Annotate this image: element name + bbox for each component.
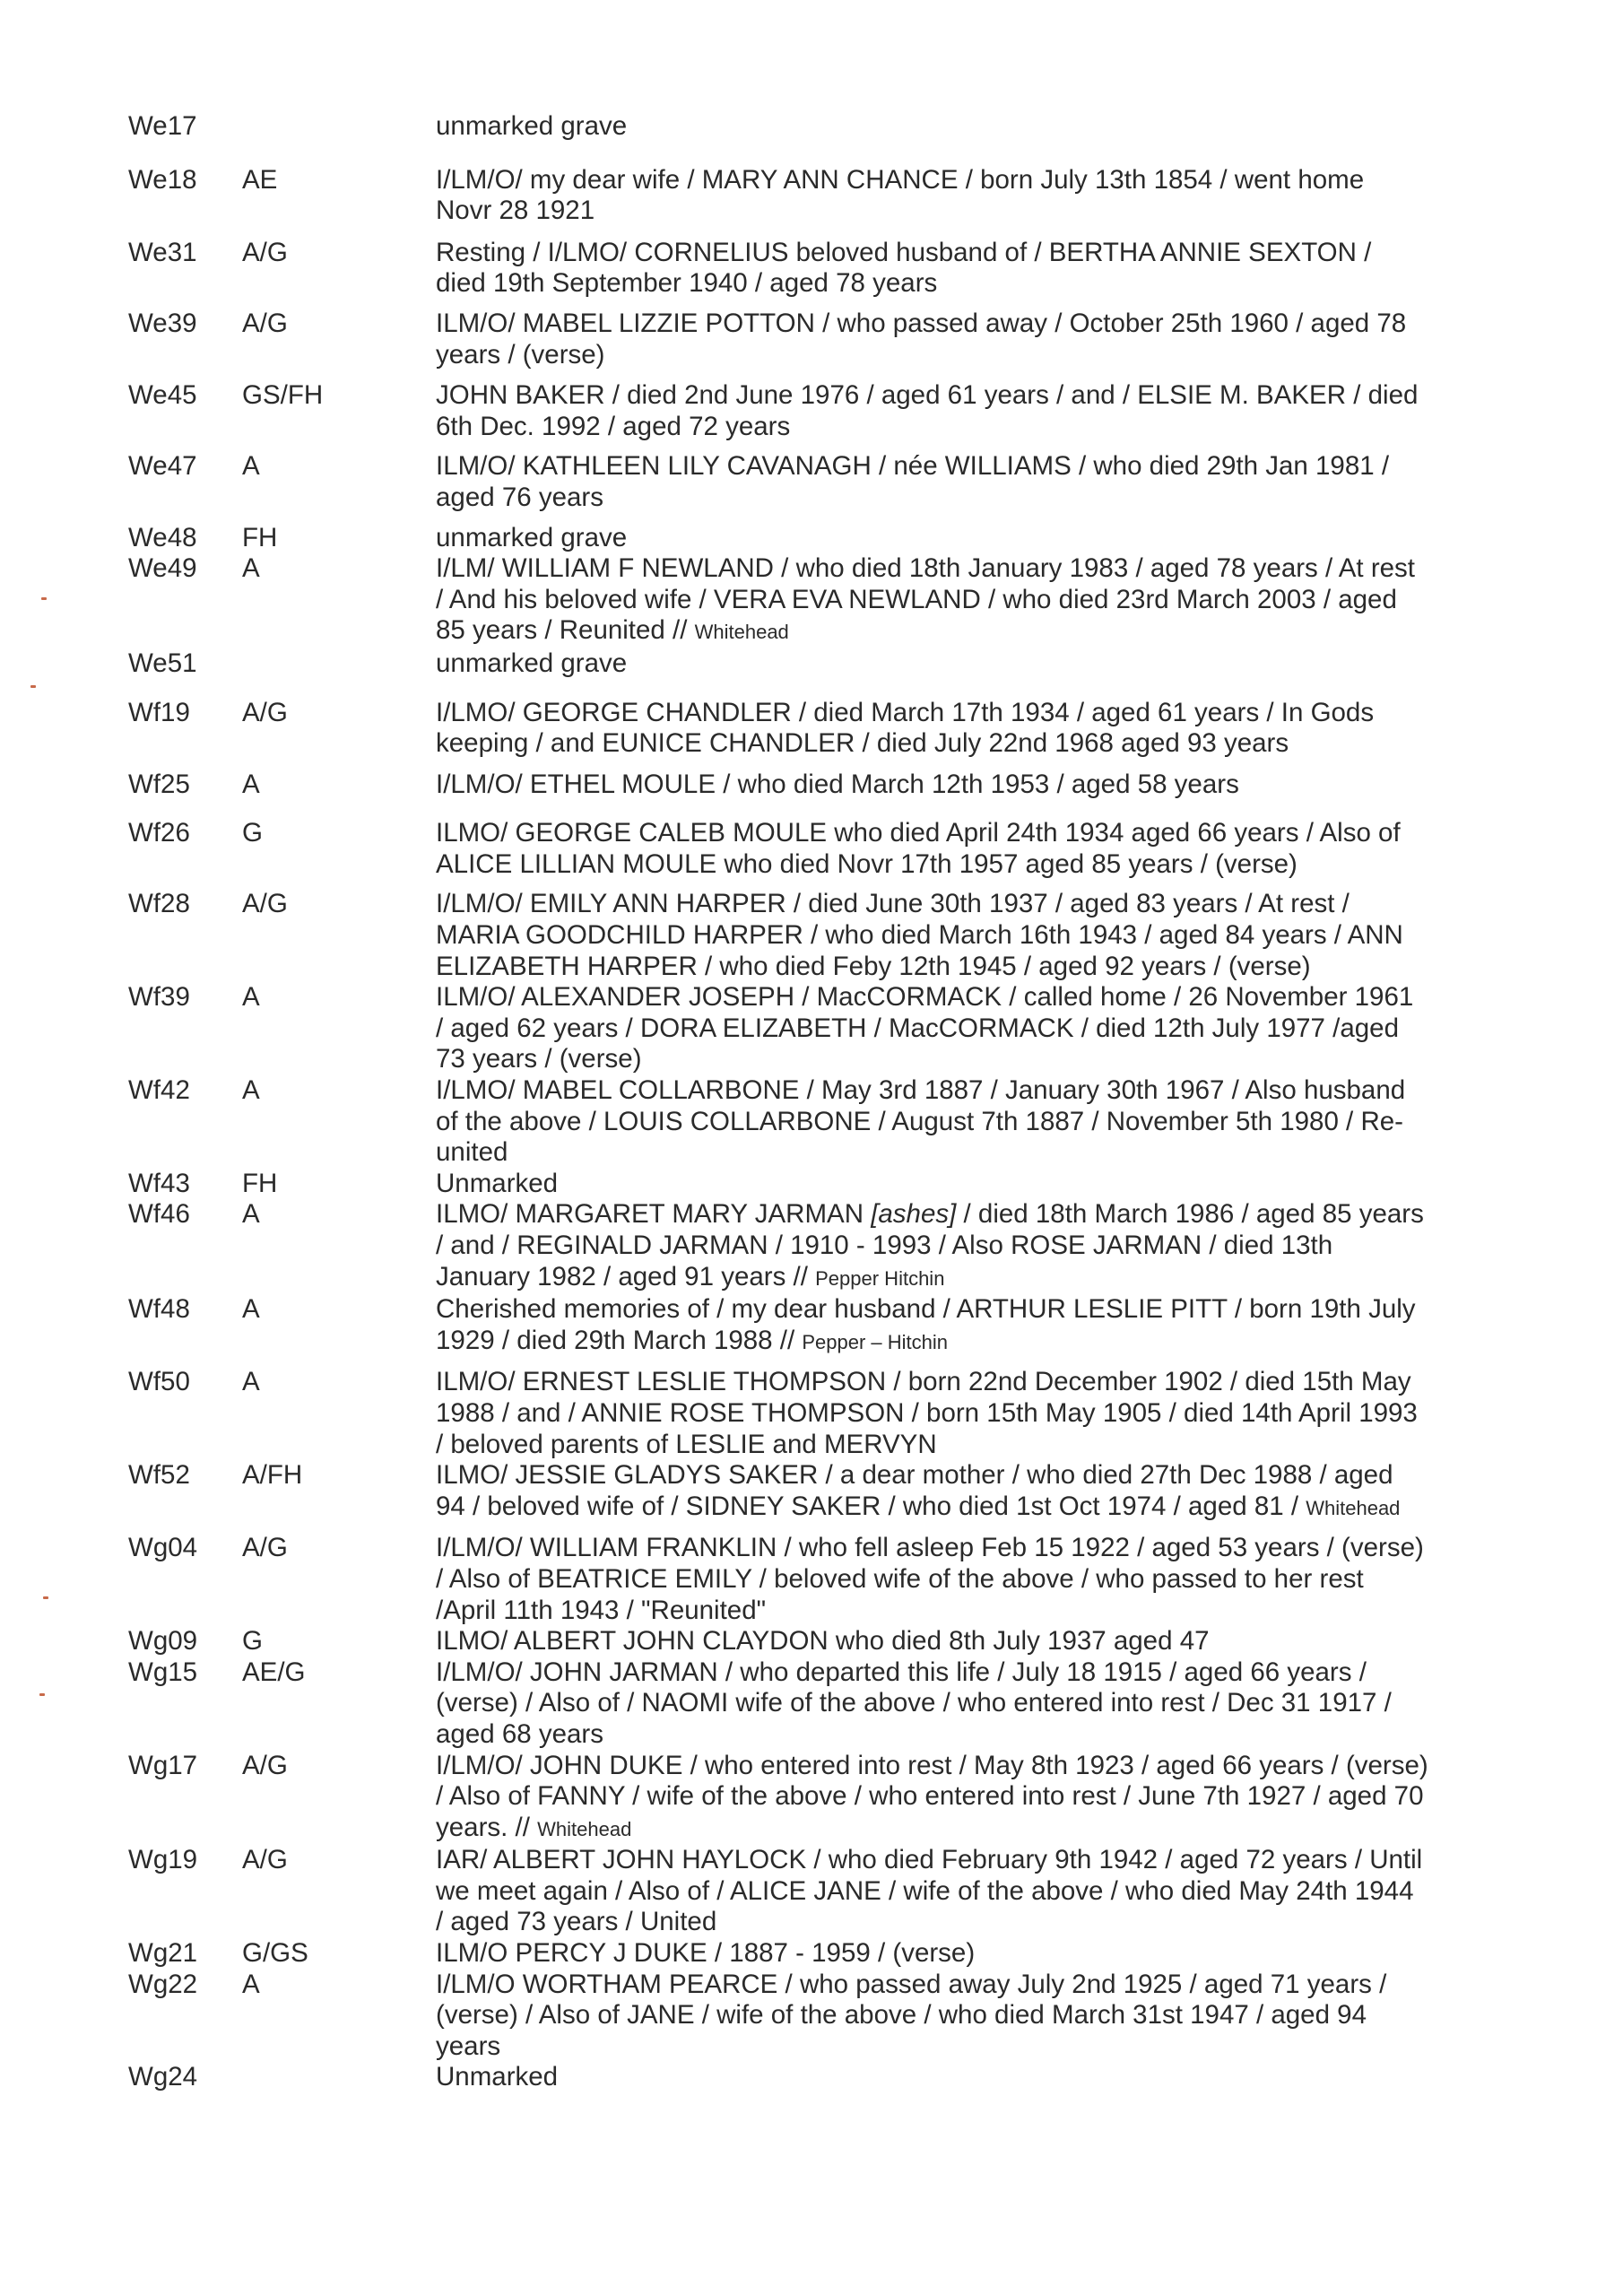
record-row — [128, 238, 1473, 300]
memorial-type: A/G — [242, 889, 288, 919]
inscription: I/LM/O WORTHAM PEARCE / who passed away July 2nd 1925 / aged 71 years / (verse) / Also of JANE / wife of the above / who died March 31st 1947 / aged 94 years — [436, 1969, 1387, 2061]
grave-ref: Wf52 — [128, 1460, 190, 1491]
record-row — [128, 165, 1473, 227]
memorial-type: A — [242, 1969, 260, 1999]
inscription: Unmarked — [436, 2062, 559, 2092]
inscription-text: / died 18th March 1986 / aged 85 years / and / REGINALD JARMAN / 1910 - 1993 / Also ROSE JARMAN / died 13th January 1982 / aged 91 years // — [436, 1199, 1424, 1292]
inscription-text: ILMO/ MARGARET MARY JARMAN — [436, 1199, 872, 1230]
inscription: I/LM/O/ WILLIAM FRANKLIN / who fell asleep Feb 15 1922 / aged 53 years / (verse) / Also of BEATRICE EMILY / beloved wife of the above / who passed to her rest /April 11th 1943 / "Reunited" — [436, 1533, 1424, 1625]
margin-mark — [39, 1693, 45, 1696]
inscription: Resting / I/LMO/ CORNELIUS beloved husband of / BERTHA ANNIE SEXTON / died 19th September 1940 / aged 78 years — [436, 237, 1372, 299]
record-row — [128, 523, 1473, 554]
inscription — [436, 1460, 1473, 1524]
inscription: unmarked grave — [436, 648, 628, 678]
grave-ref: Wf39 — [128, 982, 190, 1013]
memorial-type: A/G — [242, 237, 288, 267]
grave-ref: We47 — [128, 451, 197, 482]
record-row — [128, 111, 1473, 143]
inscription: I/LM/O/ my dear wife / MARY ANN CHANCE / born July 13th 1854 / went home Novr 28 1921 — [436, 164, 1365, 226]
inscription — [436, 1751, 1473, 1846]
record-row — [128, 380, 1473, 442]
inscription — [436, 553, 1473, 648]
inscription: ILM/O/ MABEL LIZZIE POTTON / who passed away / October 25th 1960 / aged 78 years / (verse) — [436, 308, 1407, 370]
record-row — [128, 770, 1473, 801]
grave-ref: Wf19 — [128, 697, 190, 727]
memorial-type: G — [242, 818, 263, 848]
margin-mark — [43, 1596, 48, 1599]
record-row — [128, 2062, 1473, 2093]
mason-name: Pepper – Hitchin — [802, 1330, 949, 1353]
inscription: unmarked grave — [436, 522, 628, 552]
record-row — [128, 818, 1473, 880]
memorial-type: A — [242, 769, 260, 799]
record-row — [128, 1751, 1473, 1846]
ashes-note: [ashes] — [871, 1199, 957, 1230]
grave-ref: We45 — [128, 380, 197, 411]
memorial-type: A/G — [242, 697, 288, 727]
grave-ref: Wg21 — [128, 1938, 198, 1969]
grave-ref: We39 — [128, 308, 197, 338]
grave-ref: Wf46 — [128, 1199, 190, 1230]
record-row — [128, 1294, 1473, 1358]
record-row — [128, 309, 1473, 370]
record-row — [128, 698, 1473, 760]
inscription: ILMO/ ALBERT JOHN CLAYDON who died 8th July 1937 aged 47 — [436, 1626, 1210, 1657]
inscription: I/LMO/ GEORGE CHANDLER / died March 17th 1934 / aged 61 years / In Gods keeping / and EUNICE CHANDLER / died July 22nd 1968 aged 93 years — [436, 697, 1375, 759]
record-row — [128, 1533, 1473, 1626]
inscription: I/LMO/ MABEL COLLARBONE / May 3rd 1887 / January 30th 1967 / Also husband of the above / LOUIS COLLARBONE / August 7th 1887 / November 5th 1980 / Re- united — [436, 1075, 1406, 1168]
mason-name: Whitehead — [537, 1817, 632, 1840]
inscription: I/LM/O/ EMILY ANN HARPER / died June 30th 1937 / aged 83 years / At rest / MARIA GOODCHILD HARPER / who died March 16th 1943 / aged 84 years / ANN ELIZABETH HARPER / who died Feby 12th 1945 / aged 92 years / (verse) — [436, 889, 1403, 981]
margin-mark — [30, 685, 36, 688]
grave-ref: Wg22 — [128, 1969, 198, 1999]
grave-ref: Wf50 — [128, 1367, 190, 1397]
memorial-type: GS/FH — [242, 380, 324, 411]
grave-ref: Wf26 — [128, 818, 190, 848]
memorial-type: FH — [242, 1168, 278, 1198]
inscription: ILM/O/ ALEXANDER JOSEPH / MacCORMACK / called home / 26 November 1961 / aged 62 years / DORA ELIZABETH / MacCORMACK / died 12th July 1977 /aged 73 years / (verse) — [436, 982, 1414, 1074]
grave-ref: Wg09 — [128, 1626, 198, 1657]
memorial-type: A/FH — [242, 1460, 303, 1491]
grave-ref: Wg19 — [128, 1845, 198, 1875]
grave-ref: Wg15 — [128, 1657, 198, 1687]
record-row — [128, 451, 1473, 513]
grave-ref: We49 — [128, 553, 197, 584]
memorial-type: G/GS — [242, 1938, 308, 1969]
memorial-type: A — [242, 982, 260, 1013]
inscription: JOHN BAKER / died 2nd June 1976 / aged 61 years / and / ELSIE M. BAKER / died 6th Dec. 1992 / aged 72 years — [436, 380, 1419, 441]
memorial-type: AE/G — [242, 1657, 306, 1687]
inscription-text: Cherished memories of / my dear husband / ARTHUR LESLIE PITT / born 19th July 1929 / died 29th March 1988 // — [436, 1294, 1416, 1355]
inscription-text: I/LM/O/ JOHN DUKE / who entered into rest / May 8th 1923 / aged 66 years / (verse) / Also of FANNY / wife of the above / who entered into rest / June 7th 1927 / aged 70 years. // — [436, 1750, 1428, 1842]
record-row — [128, 1845, 1473, 1938]
inscription: ILM/O/ ERNEST LESLIE THOMPSON / born 22nd December 1902 / died 15th May 1988 / and / ANNIE ROSE THOMPSON / born 15th May 1905 / died 14th April 1993 / beloved parents of LESLIE and MERVYN — [436, 1367, 1418, 1459]
grave-ref: We17 — [128, 111, 197, 141]
record-row — [128, 982, 1473, 1075]
inscription — [436, 1294, 1473, 1358]
grave-ref: Wg24 — [128, 2062, 198, 2092]
record-row — [128, 1460, 1473, 1524]
inscription: unmarked grave — [436, 111, 628, 141]
mason-name: Pepper Hitchin — [815, 1266, 945, 1290]
grave-ref: Wg04 — [128, 1533, 198, 1563]
grave-ref: Wf25 — [128, 769, 190, 799]
grave-ref: We18 — [128, 164, 197, 195]
record-row — [128, 1367, 1473, 1460]
grave-ref: We31 — [128, 237, 197, 267]
inscription-text: ILMO/ JESSIE GLADYS SAKER / a dear mother / who died 27th Dec 1988 / aged 94 / beloved wife of / SIDNEY SAKER / who died 1st Oct 1974 / aged 81 / — [436, 1460, 1393, 1521]
grave-ref: Wg17 — [128, 1750, 198, 1780]
memorial-type: A/G — [242, 1533, 288, 1563]
memorial-type: A — [242, 451, 260, 482]
inscription: IAR/ ALBERT JOHN HAYLOCK / who died February 9th 1942 / aged 72 years / Until we meet again / Also of / ALICE JANE / wife of the above / who died May 24th 1944 / aged 73 years / United — [436, 1845, 1423, 1937]
record-row — [128, 1657, 1473, 1751]
record-row — [128, 1938, 1473, 1970]
inscription: ILMO/ GEORGE CALEB MOULE who died April 24th 1934 aged 66 years / Also of ALICE LILLIAN MOULE who died Novr 17th 1957 aged 85 years / (verse) — [436, 818, 1401, 879]
record-row — [128, 1169, 1473, 1200]
memorial-type: G — [242, 1626, 263, 1657]
inscription: ILM/O/ KATHLEEN LILY CAVANAGH / née WILLIAMS / who died 29th Jan 1981 / aged 76 years — [436, 451, 1390, 512]
grave-ref: Wf28 — [128, 889, 190, 919]
grave-ref: Wf43 — [128, 1168, 190, 1198]
memorial-type: AE — [242, 164, 278, 195]
inscription: I/LM/O/ ETHEL MOULE / who died March 12th 1953 / aged 58 years — [436, 769, 1239, 799]
mason-name: Whitehead — [694, 621, 789, 644]
grave-ref: Wf42 — [128, 1075, 190, 1106]
record-row — [128, 1199, 1473, 1294]
record-row — [128, 553, 1473, 648]
inscription — [436, 1199, 1473, 1294]
record-row — [128, 1075, 1473, 1169]
memorial-type: A — [242, 553, 260, 584]
memorial-type: A/G — [242, 308, 288, 338]
grave-ref: We48 — [128, 522, 197, 552]
mason-name: Whitehead — [1306, 1496, 1401, 1519]
memorial-type: A/G — [242, 1845, 288, 1875]
memorial-type: A — [242, 1367, 260, 1397]
memorial-type: FH — [242, 522, 278, 552]
memorial-type: A — [242, 1199, 260, 1230]
record-row — [128, 1970, 1473, 2063]
memorial-type: A — [242, 1294, 260, 1325]
grave-ref: We51 — [128, 648, 197, 678]
record-row — [128, 648, 1473, 680]
record-row — [128, 1626, 1473, 1657]
grave-ref: Wf48 — [128, 1294, 190, 1325]
memorial-type: A — [242, 1075, 260, 1106]
margin-mark — [41, 597, 47, 600]
inscription: Unmarked — [436, 1168, 559, 1198]
records-table — [128, 111, 1473, 2093]
inscription: ILM/O PERCY J DUKE / 1887 - 1959 / (verse) — [436, 1938, 976, 1969]
inscription-text: I/LM/ WILLIAM F NEWLAND / who died 18th January 1983 / aged 78 years / At rest / And his beloved wife / VERA EVA NEWLAND / who died 23rd March 2003 / aged 85 years / Reunited // — [436, 553, 1416, 646]
record-row — [128, 889, 1473, 982]
memorial-type: A/G — [242, 1750, 288, 1780]
inscription: I/LM/O/ JOHN JARMAN / who departed this life / July 18 1915 / aged 66 years / (verse) / Also of / NAOMI wife of the above / who entered into rest / Dec 31 1917 / aged 68 years — [436, 1657, 1392, 1749]
